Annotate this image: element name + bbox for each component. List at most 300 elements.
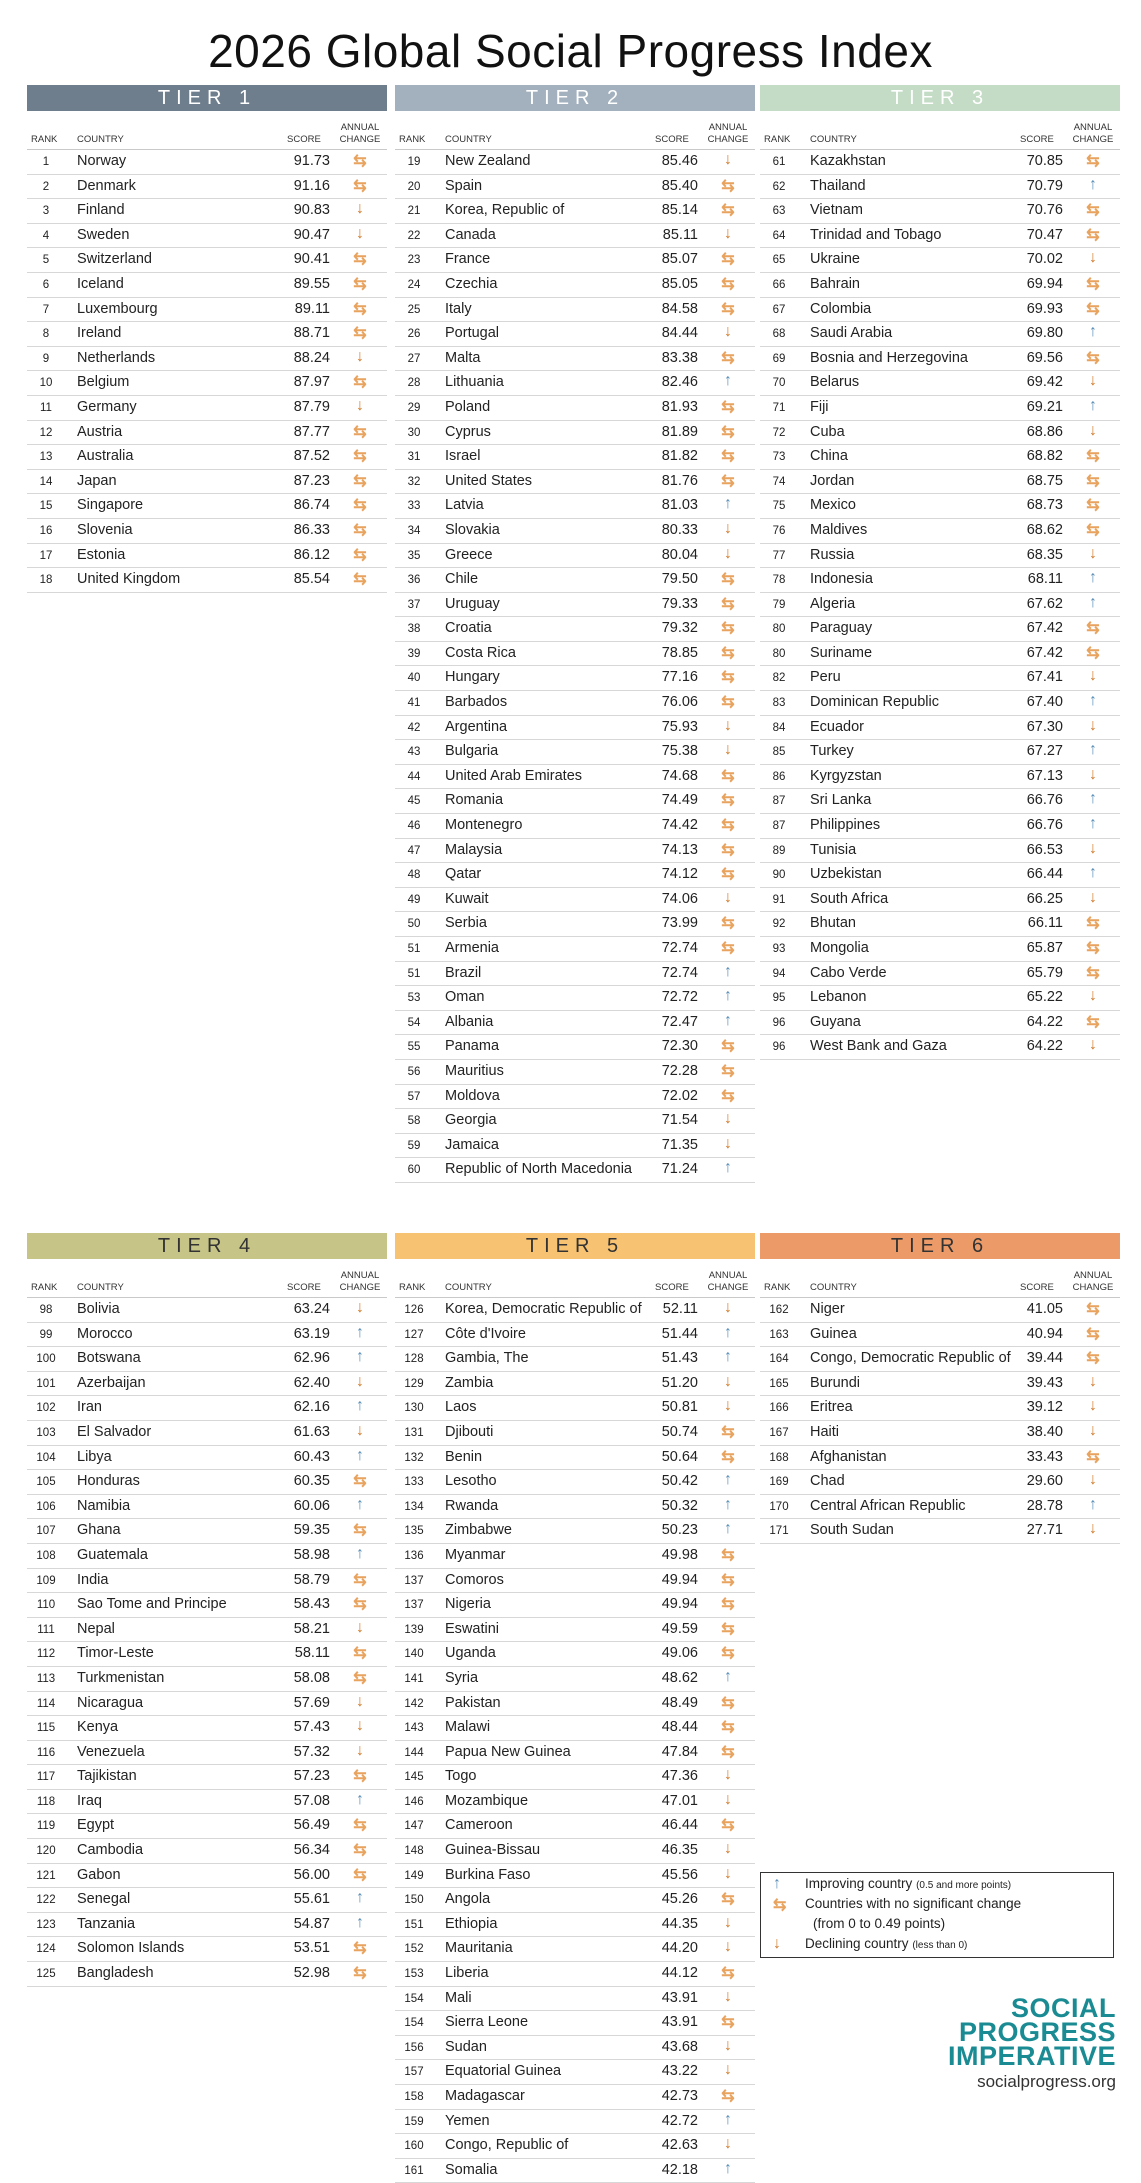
rank-cell: 104 [36,1451,56,1464]
tier-header: TIER 6 [760,1233,1120,1259]
rank-cell: 61 [772,156,786,168]
score-cell: 50.32 [661,1497,698,1514]
rank-cell: 39 [407,647,421,660]
tier-header: TIER 2 [395,85,755,111]
score-cell: 68.35 [1026,546,1063,563]
score-cell: 58.08 [293,1669,330,1686]
table-row [395,716,755,741]
rank-cell: 15 [39,500,53,513]
arrows-left-right-icon: ⇆ [721,349,735,367]
score-cell: 88.71 [293,325,330,342]
rank-cell: 158 [404,2091,424,2103]
rank-cell: 146 [404,1795,424,1808]
country-cell: New Zealand [445,153,531,169]
legend-same [769,1896,1105,1916]
table-row [395,1421,755,1446]
arrows-left-right-icon: ⇆ [353,300,367,318]
country-cell: Timor-Leste [77,1645,154,1662]
annual-change-header-line1: ANNUAL [1073,122,1113,133]
score-cell: 48.62 [661,1669,698,1686]
country-cell: Mongolia [810,940,869,956]
table-row [27,1839,387,1864]
score-cell: 39.43 [1026,1374,1063,1391]
rank-cell: 20 [407,180,421,193]
score-cell: 49.06 [661,1645,698,1662]
country-cell: Vietnam [810,202,863,219]
arrows-left-right-icon: ⇆ [353,1965,367,1983]
rank-cell: 29 [407,401,421,414]
country-cell: United Arab Emirates [445,767,583,784]
country-cell: Benin [445,1448,483,1465]
arrow-down-icon: ↓ [356,347,364,365]
table-row [395,519,755,544]
rank-cell: 141 [404,1672,424,1685]
country-cell: Belgium [77,374,130,391]
country-cell: Albania [445,1013,494,1030]
arrows-left-right-icon: ⇆ [721,1694,735,1712]
rank-cell: 62 [772,180,786,193]
rank-cell: 65 [772,254,786,267]
arrows-left-right-icon: ⇆ [1086,964,1100,982]
score-cell: 74.42 [661,817,698,834]
arrows-left-right-icon: ⇆ [353,423,367,441]
rank-cell: 38 [407,623,421,636]
table-row [395,986,755,1011]
score-cell: 68.62 [1026,521,1063,538]
country-cell: Morocco [77,1325,133,1342]
rank-cell: 154 [404,1992,424,2005]
column-headers [27,1267,387,1298]
country-cell: Panama [445,1038,500,1055]
country-cell: Austria [77,423,123,440]
arrows-left-right-icon: ⇆ [721,792,735,810]
rank-cell: 139 [404,1623,424,1636]
table-row [395,2060,755,2085]
country-cell: Brazil [445,964,482,981]
table-row [27,1913,387,1938]
score-cell: 47.84 [661,1743,698,1760]
logo-line-2: PROGRESS [958,2017,1116,2047]
arrows-left-right-icon: ⇆ [353,275,367,293]
rank-cell: 19 [407,156,421,168]
arrow-down-icon: ↓ [356,1692,364,1710]
rank-cell: 79 [772,598,786,611]
tier-header: TIER 5 [395,1233,755,1259]
tier-6-table [760,1233,1120,1544]
score-cell: 56.34 [293,1842,330,1859]
arrow-down-icon: ↓ [724,716,732,734]
country-cell: Barbados [445,694,508,711]
score-cell: 83.38 [661,349,698,366]
country-cell: Sri Lanka [810,792,872,809]
score-cell: 68.73 [1026,497,1063,514]
rank-cell: 156 [404,2041,424,2054]
country-cell: Argentina [445,718,508,735]
table-row [395,494,755,519]
country-cell: El Salvador [77,1423,152,1440]
table-row [760,888,1120,913]
arrows-left-right-icon: ⇆ [721,1743,735,1761]
rank-cell: 171 [769,1525,789,1538]
country-cell: Uganda [445,1645,496,1662]
country-cell: Azerbaijan [77,1374,146,1391]
rank-cell: 125 [36,1968,56,1981]
score-cell: 41.05 [1026,1301,1063,1317]
country-cell: Belarus [810,374,860,391]
table-row [760,1519,1120,1544]
country-cell: Niger [810,1301,845,1317]
score-cell: 59.35 [293,1522,330,1539]
table-row [395,1544,755,1569]
score-cell: 50.23 [661,1522,698,1539]
score-cell: 85.07 [661,251,698,268]
score-cell: 72.30 [661,1038,698,1055]
rank-cell: 102 [36,1402,56,1415]
rank-cell: 164 [769,1353,789,1366]
arrow-down-icon: ↓ [724,888,732,906]
table-row [395,765,755,790]
score-cell: 64.22 [1026,1038,1063,1055]
rank-cell: 3 [42,205,50,218]
score-cell: 52.98 [293,1965,330,1982]
country-cell: Mali [445,1989,472,2006]
logo-url[interactable]: socialprogress.org [977,2072,1116,2091]
arrow-up-icon: ↑ [1089,396,1097,414]
rank-cell: 50 [407,918,421,931]
country-cell: Ethiopia [445,1915,498,1932]
country-cell: Suriname [810,644,873,661]
country-cell: Peru [810,669,841,686]
arrows-left-right-icon: ⇆ [721,448,735,466]
arrow-up-icon: ↑ [1089,864,1097,882]
score-cell: 62.16 [293,1399,330,1416]
rank-cell: 73 [772,451,786,464]
table-row [395,322,755,347]
country-cell: Latvia [445,497,484,514]
score-cell: 42.72 [661,2112,698,2129]
arrow-down-icon: ↓ [1089,667,1097,685]
country-cell: China [810,448,848,465]
country-cell: Republic of North Macedonia [445,1161,632,1178]
arrow-down-icon: ↓ [356,1372,364,1390]
table-row [27,568,387,593]
score-cell: 39.44 [1026,1350,1063,1367]
arrows-left-right-icon: ⇆ [721,472,735,490]
country-cell: Algeria [810,595,856,612]
table-row [395,962,755,987]
arrows-left-right-icon: ⇆ [1086,275,1100,293]
annual-change-header-line2: CHANGE [339,1282,381,1293]
table-row [395,371,755,396]
arrow-down-icon: ↓ [724,1987,732,2005]
legend [760,1872,1114,1958]
table-row [760,396,1120,421]
country-cell: Czechia [445,275,498,292]
arrows-left-right-icon: ⇆ [721,1620,735,1638]
rank-cell: 167 [769,1426,789,1439]
table-row [395,1372,755,1397]
arrow-up-icon: ↑ [724,2159,732,2177]
score-cell: 50.74 [661,1423,698,1440]
legend-down [769,1936,1105,1956]
country-cell: Tanzania [77,1915,136,1932]
rank-cell: 57 [407,1090,421,1103]
score-cell: 69.56 [1026,349,1063,366]
country-cell: Guyana [810,1013,861,1030]
arrow-up-icon: ↑ [1089,1495,1097,1513]
rank-cell: 129 [404,1377,424,1390]
score-cell: 45.26 [661,1891,698,1908]
score-cell: 68.86 [1026,423,1063,440]
country-cell: Egypt [77,1817,115,1834]
country-cell: Turkmenistan [77,1669,165,1686]
rank-cell: 43 [407,746,421,759]
legend-down-note: (less than 0) [912,1940,968,1951]
table-row [760,765,1120,790]
table-row [395,1888,755,1913]
country-cell: India [77,1571,109,1588]
rank-cell: 123 [36,1918,56,1931]
arrow-down-icon: ↓ [356,224,364,242]
annual-change-header [702,122,754,146]
rank-header: RANK [399,1282,426,1293]
score-header: SCORE [1020,134,1054,145]
arrows-left-right-icon: ⇆ [721,620,735,638]
table-row [27,1790,387,1815]
table-row [395,1962,755,1987]
arrows-left-right-icon: ⇆ [1086,1325,1100,1343]
country-cell: Ecuador [810,718,865,735]
score-cell: 67.42 [1026,620,1063,637]
score-cell: 57.32 [293,1743,330,1760]
table-row [760,1347,1120,1372]
score-header: SCORE [287,1282,321,1293]
score-cell: 85.40 [661,177,698,194]
arrows-left-right-icon: ⇆ [353,177,367,195]
arrows-left-right-icon: ⇆ [721,915,735,933]
arrow-up-icon: ↑ [724,987,732,1005]
country-cell: Greece [445,546,493,563]
table-row [395,1519,755,1544]
legend-same-note: (from 0 to 0.49 points) [813,1916,946,1931]
country-cell: Mauritius [445,1062,504,1079]
country-cell: Chad [810,1473,845,1490]
score-cell: 81.89 [661,423,698,440]
arrows-left-right-icon: ⇆ [721,2088,735,2105]
table-row [395,2011,755,2036]
arrows-left-right-icon: ⇆ [721,423,735,441]
table-row [395,1839,755,1864]
country-cell: Iraq [77,1792,102,1809]
arrows-left-right-icon: ⇆ [721,2014,735,2032]
arrows-left-right-icon: ⇆ [721,940,735,957]
country-cell: Korea, Republic of [445,202,565,219]
rank-cell: 36 [407,574,421,587]
score-cell: 74.49 [661,792,698,809]
country-cell: Sudan [445,2038,487,2055]
arrows-left-right-icon: ⇆ [721,1645,735,1663]
table-row [395,421,755,446]
country-cell: Congo, Democratic Republic of [810,1350,1011,1367]
rank-cell: 58 [407,1115,421,1128]
country-cell: Bahrain [810,275,860,292]
table-row [395,445,755,470]
arrow-up-icon: ↑ [1089,323,1097,341]
table-row [760,593,1120,618]
table-row [27,322,387,347]
country-cell: Bulgaria [445,743,499,760]
arrow-up-icon: ↑ [1089,741,1097,759]
table-row [27,1470,387,1495]
score-cell: 52.11 [662,1301,698,1317]
table-row [27,175,387,200]
country-cell: United States [445,472,533,489]
score-cell: 72.28 [661,1062,698,1079]
country-cell: Togo [445,1768,477,1785]
rank-cell: 84 [772,721,786,734]
country-cell: Papua New Guinea [445,1743,571,1760]
country-cell: Myanmar [445,1546,506,1563]
score-cell: 89.55 [293,275,330,292]
rank-cell: 152 [404,1943,424,1956]
table-row [760,937,1120,962]
arrow-up-icon: ↑ [1089,569,1097,587]
arrow-down-icon: ↓ [724,519,732,537]
country-cell: Sao Tome and Principe [77,1596,227,1613]
arrow-up-icon: ↑ [724,1323,732,1341]
rank-cell: 163 [769,1328,789,1341]
table-row [760,691,1120,716]
annual-change-header-line1: ANNUAL [1073,1270,1113,1281]
arrows-left-right-icon: ⇆ [353,1866,367,1884]
rank-cell: 111 [37,1623,55,1636]
score-cell: 40.94 [1026,1325,1063,1342]
arrow-up-icon: ↑ [724,1159,732,1177]
arrow-down-icon: ↓ [724,1134,732,1152]
score-cell: 54.87 [293,1915,330,1932]
country-cell: Kuwait [445,890,489,907]
country-cell: Portugal [445,325,500,342]
country-cell: Venezuela [77,1743,145,1760]
table-row [395,1446,755,1471]
table-row [760,470,1120,495]
score-cell: 72.72 [661,989,698,1006]
country-cell: Iceland [77,275,124,292]
arrows-left-right-icon: ⇆ [1086,202,1100,220]
score-cell: 70.76 [1026,202,1063,219]
table-row [395,1158,755,1183]
arrow-down-icon: ↓ [356,1618,364,1636]
arrows-left-right-icon: ⇆ [721,1546,735,1564]
legend-down-label: Declining country [805,1936,909,1951]
score-cell: 57.69 [293,1694,330,1711]
table-row [395,1134,755,1159]
arrows-left-right-icon: ⇆ [721,767,735,785]
rank-cell: 168 [769,1451,789,1464]
table-row [760,199,1120,224]
table-row [760,150,1120,175]
table-row [760,1470,1120,1495]
score-cell: 68.75 [1026,472,1063,489]
country-cell: Mozambique [445,1792,529,1809]
rank-cell: 74 [772,475,786,488]
country-cell: France [445,251,491,268]
arrow-down-icon: ↓ [724,1397,732,1415]
arrows-left-right-icon: ⇆ [721,1571,735,1589]
rank-cell: 93 [772,943,786,955]
score-cell: 72.74 [661,940,698,956]
arrows-left-right-icon: ⇆ [353,472,367,490]
table-row [760,1446,1120,1471]
table-row [760,1298,1120,1323]
score-cell: 84.44 [661,325,698,342]
score-cell: 58.11 [294,1645,330,1662]
rank-cell: 147 [404,1820,424,1833]
annual-change-header [702,1270,754,1294]
table-row [395,470,755,495]
rank-cell: 44 [407,770,421,783]
rank-cell: 108 [36,1549,56,1562]
score-cell: 57.23 [293,1768,330,1785]
country-cell: Bangladesh [77,1965,154,1982]
rank-cell: 124 [36,1943,56,1956]
arrow-up-icon: ↑ [724,372,732,390]
arrow-down-icon: ↓ [724,151,732,168]
table-row [27,1962,387,1987]
arrow-down-icon: ↓ [724,1864,732,1882]
table-row [27,1544,387,1569]
rank-cell: 33 [407,500,421,513]
rank-cell: 96 [772,1041,786,1054]
score-cell: 75.93 [661,718,698,735]
rank-cell: 117 [36,1771,56,1784]
score-cell: 66.44 [1026,866,1063,883]
country-cell: Montenegro [445,817,523,834]
table-row [395,1864,755,1889]
table-row [760,298,1120,323]
rank-cell: 103 [36,1426,56,1439]
table-row [395,298,755,323]
country-cell: Bhutan [810,915,856,932]
annual-change-header-line2: CHANGE [707,134,749,145]
table-row [760,986,1120,1011]
arrows-left-right-icon: ⇆ [353,1842,367,1860]
logo-line-1: SOCIAL [1010,1993,1116,2023]
table-row [395,347,755,372]
score-cell: 44.35 [661,1915,698,1932]
score-cell: 76.06 [661,694,698,711]
table-row [760,273,1120,298]
country-cell: Tajikistan [77,1768,137,1785]
score-cell: 49.59 [661,1620,698,1637]
country-cell: Italy [445,300,472,317]
rank-cell: 169 [769,1476,789,1489]
rank-header: RANK [31,1282,58,1293]
arrows-left-right-icon: ⇆ [1086,1448,1100,1466]
country-cell: Switzerland [77,251,152,268]
country-cell: Kazakhstan [810,153,886,169]
annual-change-header [334,122,386,146]
tier-4-table [27,1233,387,1987]
table-row [760,421,1120,446]
score-cell: 50.42 [661,1473,698,1490]
table-row [395,1396,755,1421]
country-cell: Germany [77,398,137,415]
rank-cell: 92 [772,918,786,931]
country-cell: Spain [445,177,483,194]
tier-3-table [760,85,1120,1060]
tier-header: TIER 3 [760,85,1120,111]
